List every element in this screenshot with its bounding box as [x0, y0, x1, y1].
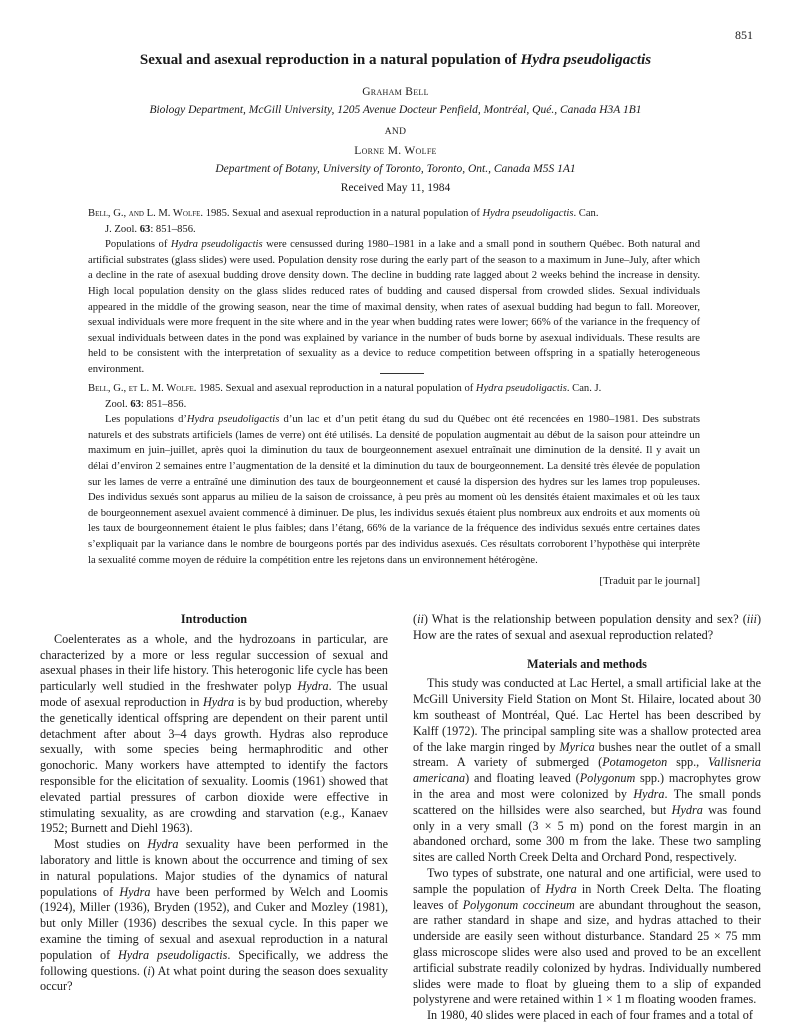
- translator-note: [Traduit par le journal]: [599, 575, 700, 587]
- affiliation-1: Biology Department, McGill University, 1205 Avenue Docteur Penfield, Montréal, Qué., Canada H3A 1B1: [149, 104, 642, 116]
- body-text: have been performed by Welch and Loomis (1924), Miller (1936), Bryden (1952), and Cuker and Mozley (1981), but only Miller (1936) describes the sexual cycle. In this paper we examine the timing of sexual and asexual reproduction in a natural population of: [40, 884, 388, 962]
- citation-species: Hydra pseudoligactis: [482, 208, 574, 219]
- french-citation: [88, 381, 700, 412]
- body-text: . The usual mode of asexual reproduction in: [40, 679, 388, 709]
- article-title: [60, 52, 731, 69]
- citation-volume: 63: [130, 398, 141, 410]
- english-abstract: [88, 206, 700, 378]
- body-text: Coelenterates as a whole, and the hydrozoans in particular, are characterized by a more or less regular succession of sexual and asexual phases in their life history. This heterogonic life cycle has been particularly well studied in the freshwater polyp: [40, 631, 388, 694]
- abstract-text: Populations of: [105, 239, 171, 251]
- right-column: [413, 612, 761, 1024]
- abstract-text: d’un lac et d’un petit étang du sud du Québec ont été recencées en 1980–1981. Des substrats naturels et des substrats artificiels (lames de verre) ont été utilisés. La densité de population augmentait au début de la saison pour atteindre un maximum en juin–juillet, après quoi la diminution du taux de bourgeonnement asexuel entraînait une diminution de la densité. Il y avait un délai d’environ 2 semaines entre l’augmentation de la densité et la diminution du taux de bourgeonnement. La densité très élevée de population sur les lames de verre a entraîné une diminution des taux de bourgeonnement et causé la dispersion des hydres sur les lames trop populeuses. Des individus sexués sont apparus au milieu de la saison de croissance, à peu près au moment où les densités étaient maximales et où les taux de bourgeonnement asexuel avaient commencé à diminuer. De plus, les individus sexués étaient plus nombreux aux endroits et aux moments où les taux de bourgeonnement étaient le plus faibles; dans l’étang, 66% de la variance de la fréquence des individus sexués entre certaines dates s’expliquait par la variance dans le nombre de bourgeons portés par des individus asexués. Ces résultats corroborent l’hypothèse qui interprète la sexualité comme moyen de réduire la compétition entre les rejetons dans un environnement hétérogène.: [88, 414, 701, 566]
- genus-name: Hydra: [119, 884, 151, 899]
- title-text: Sexual and asexual reproduction in a natural population of: [139, 52, 521, 68]
- citation-text: 1985. Sexual and asexual reproduction in a natural population of: [203, 208, 483, 219]
- page-number: 851: [735, 28, 753, 42]
- species-name: Vallisneria americana: [413, 755, 761, 786]
- citation-species: Hydra pseudoligactis: [475, 383, 567, 394]
- left-column: [40, 612, 388, 995]
- body-text: bushes near the outlet of a small stream. A variety of submerged (: [413, 739, 761, 770]
- author-2: Lorne M. Wolfe: [354, 145, 437, 157]
- citation-journal: Zool.: [105, 398, 131, 410]
- body-text: are abundant throughout the season, are rather standard in shape and size, and hydras attached to their underside are easily seen without disturbance. Standard 25 × 75 mm glass microscope slides were also used and proved to be an excellent artificial substrate readily colonized by hydras. Individually numbered slides were made to float by glueing them to a slip of expanded polystyrene and were retained within 1 × 1 m floating wooden frames.: [413, 897, 761, 1007]
- body-text: is by bud production, whereby the genetically identical offspring are dependent on their parent until detachment after about 3–4 days growth. Hydras also reproduce sexually, with some species being hermaphroditic and other gonochoric. Many workers have attempted to identify the factors responsible for the elicitation of sexuality. Loomis (1961) showed that elevated partial pressures of carbon dioxide were effective in stimulating sexuality, as are crowding and starvation (e.g., Kanaev 1952; Burnett and Diehl 1963).: [40, 694, 388, 836]
- abstract-text: were censussed during 1980–1981 in a lake and a small pond in southern Québec. Both natural and artificial substrates (glass slides) were used. Population density rose during the early part of the season to a maximum in June–July, after which a decline in the rate of asexual budding drove density down. The decline in budding rate lagged about 2 weeks behind the increase in density. High local population density on the glass slides reduced rates of budding and caused dispersal from crowded slides. Sexual individuals appeared in the middle of the growing season, near the time of maximal density, when rates of asexual budding had begun to fall. Moreover, sexual individuals were more frequent in the site where and in the year when budding rates were lower; 66% of the variance in the frequency of sexual individuals between dates in the pond was explained by variance in the number of buds borne by asexual individuals. These results are held to be consistent with the interpretation of sexuality as a device to reduce competition between offspring in a spatially heterogeneous environment.: [88, 239, 700, 375]
- body-text: Most studies on: [54, 837, 148, 852]
- body-text: ) At what point during the season does sexuality occur?: [40, 963, 389, 994]
- abstract-text: Les populations d’: [105, 414, 187, 426]
- body-text: sexuality have been performed in the laboratory and little is known about the occurrence and timing of sex in natural populations. Major studies of the dynamics of natural populations of: [40, 837, 389, 899]
- genus-name: Hydra: [202, 694, 235, 709]
- question-numeral: iii: [746, 612, 757, 626]
- body-text: spp.) macrophytes grow in the area and most were colonized by: [413, 771, 761, 801]
- genus-name: Potamogeton: [602, 755, 668, 770]
- methods-paragraph-1: [413, 676, 761, 866]
- body-text: This study was conducted at Lac Hertel, a small artificial lake at the McGill University Field Station on Mont St. Hilaire, located about 30 km southeast of Montréal, Qué. Lac Hertel has been described by Kalff (1972). The principal sampling site was a shallow protected area of the lake margin ringed by: [413, 676, 761, 754]
- affiliation-2: Department of Botany, University of Toronto, Toronto, Ont., Canada M5S 1A1: [215, 163, 576, 175]
- intro-paragraph-1: [40, 632, 388, 837]
- species-name: Hydra pseudoligactis: [118, 947, 228, 962]
- body-text: ) How are the rates of sexual and asexual reproduction related?: [413, 612, 761, 642]
- questions-continued: [413, 612, 761, 644]
- french-abstract: [88, 381, 700, 568]
- body-text: in North Creek Delta. The floating leaves of: [413, 881, 761, 912]
- citation-pages: : 851–856.: [140, 398, 187, 410]
- body-text: . Specifically, we address the following questions. (: [40, 947, 388, 978]
- citation-journal: J. Zool.: [105, 223, 140, 235]
- citation-text: . Can.: [573, 208, 599, 219]
- citation-volume: 63: [139, 223, 151, 235]
- body-text: . The small ponds scattered on the hillsides were also searched, but: [413, 786, 761, 817]
- citation-text: 1985. Sexual and asexual reproduction in a natural population of: [196, 383, 476, 394]
- species-name: Polygonum coccineum: [462, 897, 575, 912]
- citation-authors: Bell, G., et L. M. Wolfe.: [88, 383, 197, 394]
- question-numeral: ii: [417, 612, 424, 626]
- genus-name: Hydra: [633, 786, 665, 801]
- genus-name: Hydra: [297, 679, 329, 694]
- citation-authors: Bell, G., and L. M. Wolfe.: [88, 208, 204, 219]
- french-abstract-body: [88, 412, 700, 568]
- body-text: spp.,: [667, 755, 709, 770]
- section-divider: [380, 373, 424, 374]
- abstract-species: Hydra pseudoligactis: [186, 414, 280, 426]
- question-numeral: i: [147, 963, 151, 978]
- abstract-species: Hydra pseudoligactis: [170, 239, 263, 251]
- english-citation: [88, 206, 700, 237]
- title-species: Hydra pseudoligactis: [520, 52, 652, 68]
- body-text: ) and floating leaved (: [465, 771, 580, 786]
- introduction-heading: Introduction: [180, 612, 248, 626]
- genus-name: Hydra: [671, 802, 703, 817]
- methods-paragraph-2: [413, 866, 761, 1008]
- genus-name: Polygonum: [579, 771, 636, 786]
- methods-paragraph-3: In 1980, 40 slides were placed in each of four frames and a total of: [427, 1008, 753, 1023]
- received-date: Received May 11, 1984: [340, 182, 451, 194]
- and-separator: AND: [384, 127, 407, 137]
- methods-heading: Materials and methods: [527, 656, 647, 671]
- genus-name: Myrica: [559, 739, 595, 754]
- body-text: Two types of substrate, one natural and one artificial, were used to sample the population of: [413, 865, 761, 896]
- citation-text: . Can. J.: [566, 383, 602, 394]
- english-abstract-body: [88, 237, 700, 377]
- genus-name: Hydra: [147, 837, 179, 852]
- author-1: Graham Bell: [362, 86, 429, 98]
- body-text: (: [413, 612, 418, 626]
- citation-pages: : 851–856.: [150, 223, 196, 235]
- body-text: ) What is the relationship between population density and sex? (: [423, 612, 747, 626]
- genus-name: Hydra: [545, 881, 577, 896]
- intro-paragraph-2: [40, 837, 388, 995]
- body-text: was found only in a very small (3 × 5 m) pond on the forest margin in an abandoned orchard, some 300 m from the lake. These two sampling sites are called North Creek Delta and Orchard Pond, respectively.: [413, 802, 761, 865]
